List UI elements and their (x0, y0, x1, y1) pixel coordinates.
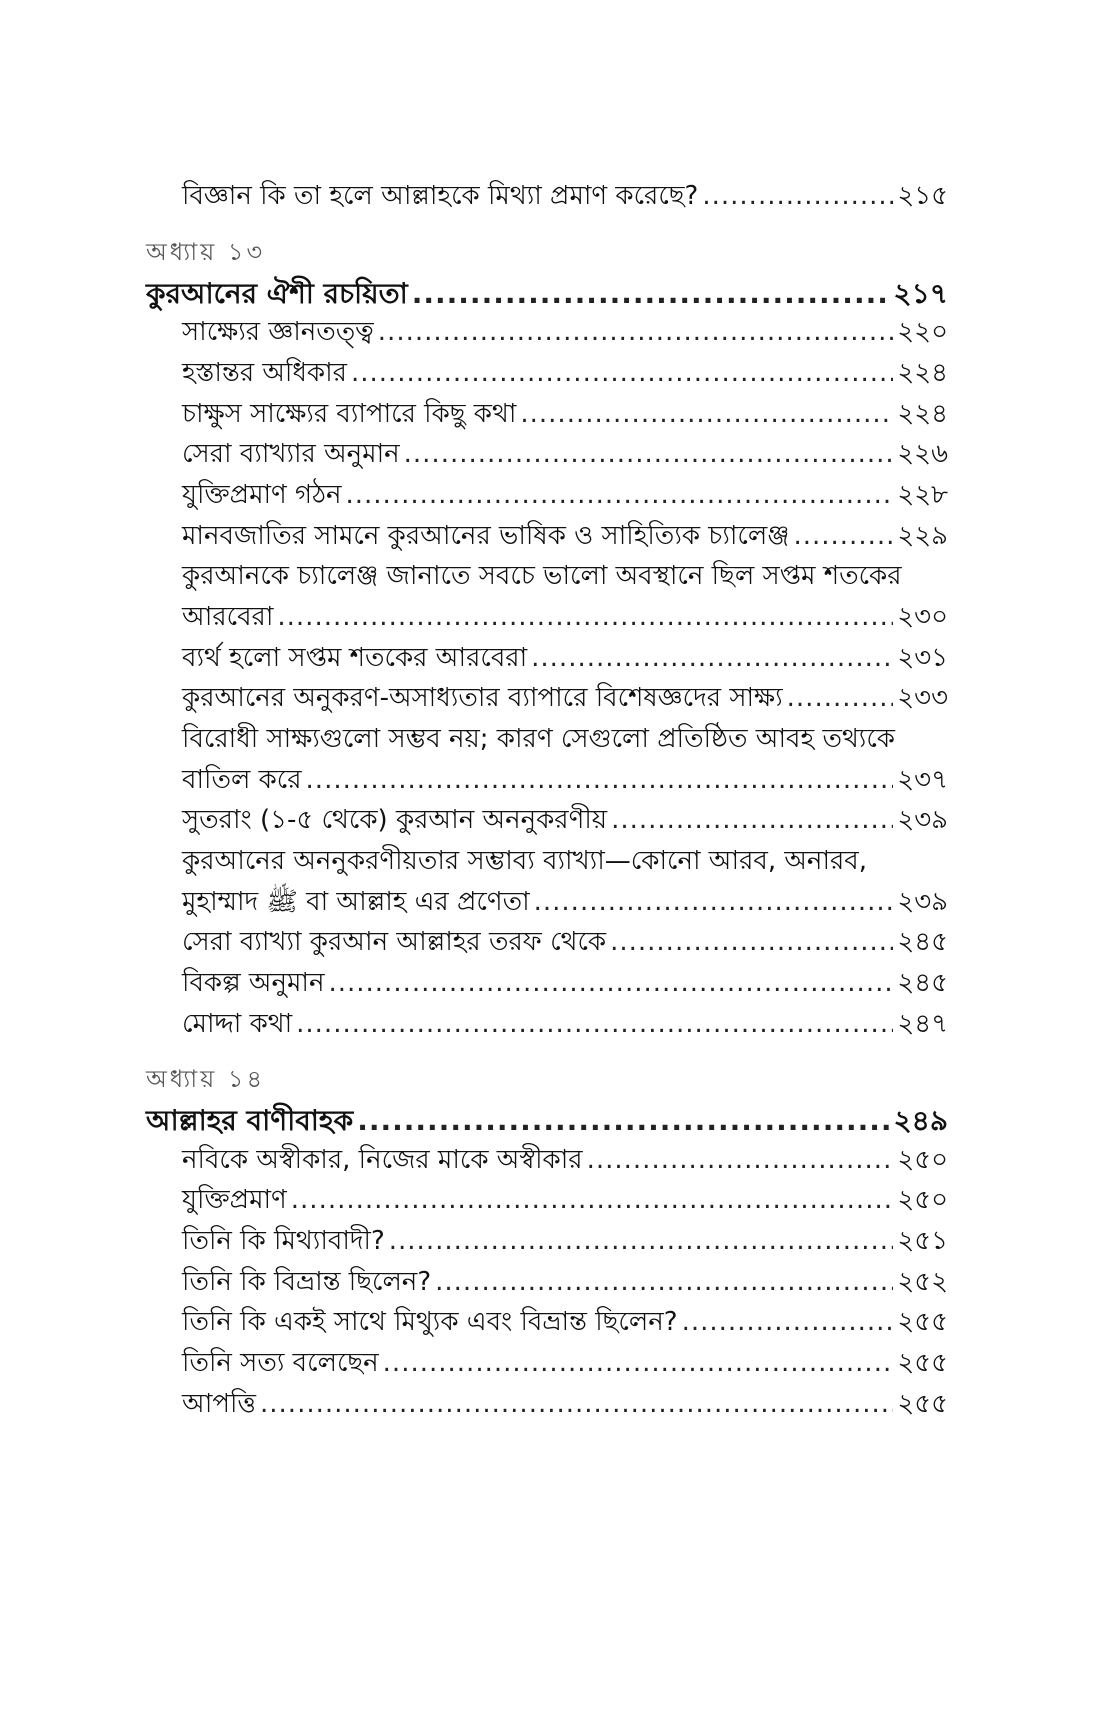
dot-leader (682, 1300, 894, 1344)
entry-title-line1: কুরআনের অননুকরণীয়তার সম্ভাব্য ব্যাখ্যা—কোনো আরব, অনারব, (182, 846, 868, 876)
toc-entry[interactable] (0, 676, 1120, 720)
entry-page: ২৩১ (897, 643, 948, 673)
toc-entry[interactable] (0, 798, 1120, 842)
entry-page: ২২৯ (897, 521, 948, 551)
dot-leader (404, 432, 894, 476)
chapter-label: অধ্যায় ১৪ (146, 1065, 266, 1093)
entry-page: ২৫২ (897, 1267, 948, 1297)
entry-page: ২৫১ (897, 1226, 948, 1256)
entry-title: যুক্তিপ্রমাণ (182, 1185, 287, 1215)
chapter-label: অধ্যায় ১৩ (146, 238, 266, 266)
toc-entry[interactable] (0, 880, 1120, 924)
toc-entry[interactable] (0, 1382, 1120, 1426)
dot-leader (351, 351, 893, 395)
dot-leader (357, 1099, 889, 1143)
dot-leader (534, 880, 894, 924)
toc-entry[interactable] (0, 961, 1120, 1005)
entry-page: ২২০ (897, 317, 948, 347)
entry-title: সুতরাং (১-৫ থেকে) কুরআন অননুকরণীয় (182, 805, 608, 835)
toc-entry[interactable] (0, 1341, 1120, 1385)
entry-page: ২৫০ (897, 1145, 948, 1175)
entry-page: ২২৪ (897, 358, 948, 388)
dot-leader (383, 1341, 894, 1385)
entry-title: তিনি সত্য বলেছেন (182, 1348, 379, 1378)
toc-entry[interactable] (0, 174, 1120, 218)
toc-entry[interactable] (0, 392, 1120, 436)
dot-leader (520, 392, 893, 436)
entry-page: ২৫৫ (897, 1389, 948, 1419)
entry-title: সেরা ব্যাখ্যা কুরআন আল্লাহর তরফ থেকে (182, 927, 607, 957)
entry-title-line1: বিরোধী সাক্ষ্যগুলো সম্ভব নয়; কারণ সেগুলো প্রতিষ্ঠিত আবহ তথ্যকে (182, 724, 895, 754)
dot-leader (587, 1138, 894, 1182)
entry-title: হস্তান্তর অধিকার (182, 358, 347, 388)
entry-page: ২৪৭ (897, 1009, 948, 1039)
toc-entry[interactable] (0, 636, 1120, 680)
dot-leader (793, 514, 893, 558)
dot-leader (306, 758, 894, 802)
entry-title: সেরা ব্যাখ্যার অনুমান (182, 439, 400, 469)
entry-title: বাতিল করে (182, 765, 302, 795)
entry-page: ২১৫ (897, 181, 948, 211)
entry-page: ২৪৫ (897, 927, 948, 957)
entry-page: ২৩০ (897, 602, 948, 632)
toc-entry[interactable] (0, 514, 1120, 558)
dot-leader (389, 1219, 894, 1263)
toc-entry-line1[interactable] (0, 839, 1120, 883)
entry-page: ২২৬ (897, 439, 948, 469)
dot-leader (610, 920, 893, 964)
entry-page: ২৩৯ (897, 887, 948, 917)
dot-leader (346, 473, 894, 517)
toc-entry[interactable] (0, 1260, 1120, 1304)
entry-page: ২৫৫ (897, 1307, 948, 1337)
toc-entry[interactable] (0, 1002, 1120, 1046)
dot-leader (291, 1178, 894, 1222)
chapter-heading[interactable] (0, 1099, 1120, 1143)
dot-leader (787, 676, 894, 720)
toc-entry[interactable] (0, 473, 1120, 517)
entry-title: যুক্তিপ্রমাণ গঠন (182, 480, 342, 510)
dot-leader (260, 1382, 893, 1426)
toc-entry-line1[interactable] (0, 554, 1120, 598)
entry-title: তিনি কি বিভ্রান্ত ছিলেন? (182, 1267, 432, 1297)
entry-title: তিনি কি মিথ্যাবাদী? (182, 1226, 385, 1256)
entry-page: ২৩৭ (897, 765, 948, 795)
entry-title-line1: কুরআনকে চ্যালেঞ্জ জানাতে সবচে ভালো অবস্থানে ছিল সপ্তম শতকের (182, 561, 902, 591)
toc-entry-line1[interactable] (0, 717, 1120, 761)
entry-page: ২৩৩ (897, 683, 948, 713)
toc-entry[interactable] (0, 1138, 1120, 1182)
toc-entry[interactable] (0, 432, 1120, 476)
entry-title: মুহাম্মাদ ﷺ বা আল্লাহ এর প্রণেতা (182, 887, 530, 917)
dot-leader (328, 961, 893, 1005)
chapter-page: ২১৭ (893, 277, 948, 310)
entry-title: মানবজাতির সামনে কুরআনের ভাষিক ও সাহিত্যিক চ্যালেঞ্জ (182, 521, 790, 551)
entry-page: ২৪৫ (897, 968, 948, 998)
dot-leader (296, 1002, 893, 1046)
entry-page: ২২৪ (897, 399, 948, 429)
entry-title: ব্যর্থ হলো সপ্তম শতকের আরবেরা (182, 643, 528, 673)
toc-entry[interactable] (0, 310, 1120, 354)
dot-leader (435, 1260, 893, 1304)
entry-page: ২৫৫ (897, 1348, 948, 1378)
dot-leader (378, 310, 893, 354)
entry-page: ২৩৯ (897, 805, 948, 835)
entry-title: নবিকে অস্বীকার, নিজের মাকে অস্বীকার (182, 1145, 583, 1175)
toc-entry[interactable] (0, 1300, 1120, 1344)
toc-entry[interactable] (0, 920, 1120, 964)
entry-title: মোদ্দা কথা (182, 1009, 293, 1039)
entry-title: তিনি কি একই সাথে মিথ্যুক এবং বিভ্রান্ত ছিলেন? (182, 1307, 678, 1337)
entry-title: বিজ্ঞান কি তা হলে আল্লাহকে মিথ্যা প্রমাণ করেছে? (182, 181, 699, 211)
toc-entry[interactable] (0, 1178, 1120, 1222)
toc-entry[interactable] (0, 595, 1120, 639)
entry-page: ২৫০ (897, 1185, 948, 1215)
entry-title: কুরআনের অনুকরণ-অসাধ্যতার ব্যাপারে বিশেষজ্ঞদের সাক্ষ্য (182, 683, 783, 713)
chapter-page: ২৪৯ (893, 1104, 948, 1137)
toc-entry[interactable] (0, 1219, 1120, 1263)
chapter-title: আল্লাহর বাণীবাহক (146, 1104, 354, 1137)
toc-entry[interactable] (0, 351, 1120, 395)
dot-leader (277, 595, 893, 639)
entry-title: আপত্তি (182, 1389, 257, 1419)
entry-title: বিকল্প অনুমান (182, 968, 325, 998)
dot-leader (611, 798, 893, 842)
entry-title: আরবেরা (182, 602, 274, 632)
toc-entry[interactable] (0, 758, 1120, 802)
dot-leader (702, 174, 893, 218)
dot-leader (531, 636, 893, 680)
entry-title: সাক্ষ্যের জ্ঞানতত্ত্ব (182, 317, 374, 347)
chapter-title: কুরআনের ঐশী রচয়িতা (146, 277, 408, 310)
entry-title: চাক্ষুস সাক্ষ্যের ব্যাপারে কিছু কথা (182, 399, 517, 429)
entry-page: ২২৮ (897, 480, 948, 510)
